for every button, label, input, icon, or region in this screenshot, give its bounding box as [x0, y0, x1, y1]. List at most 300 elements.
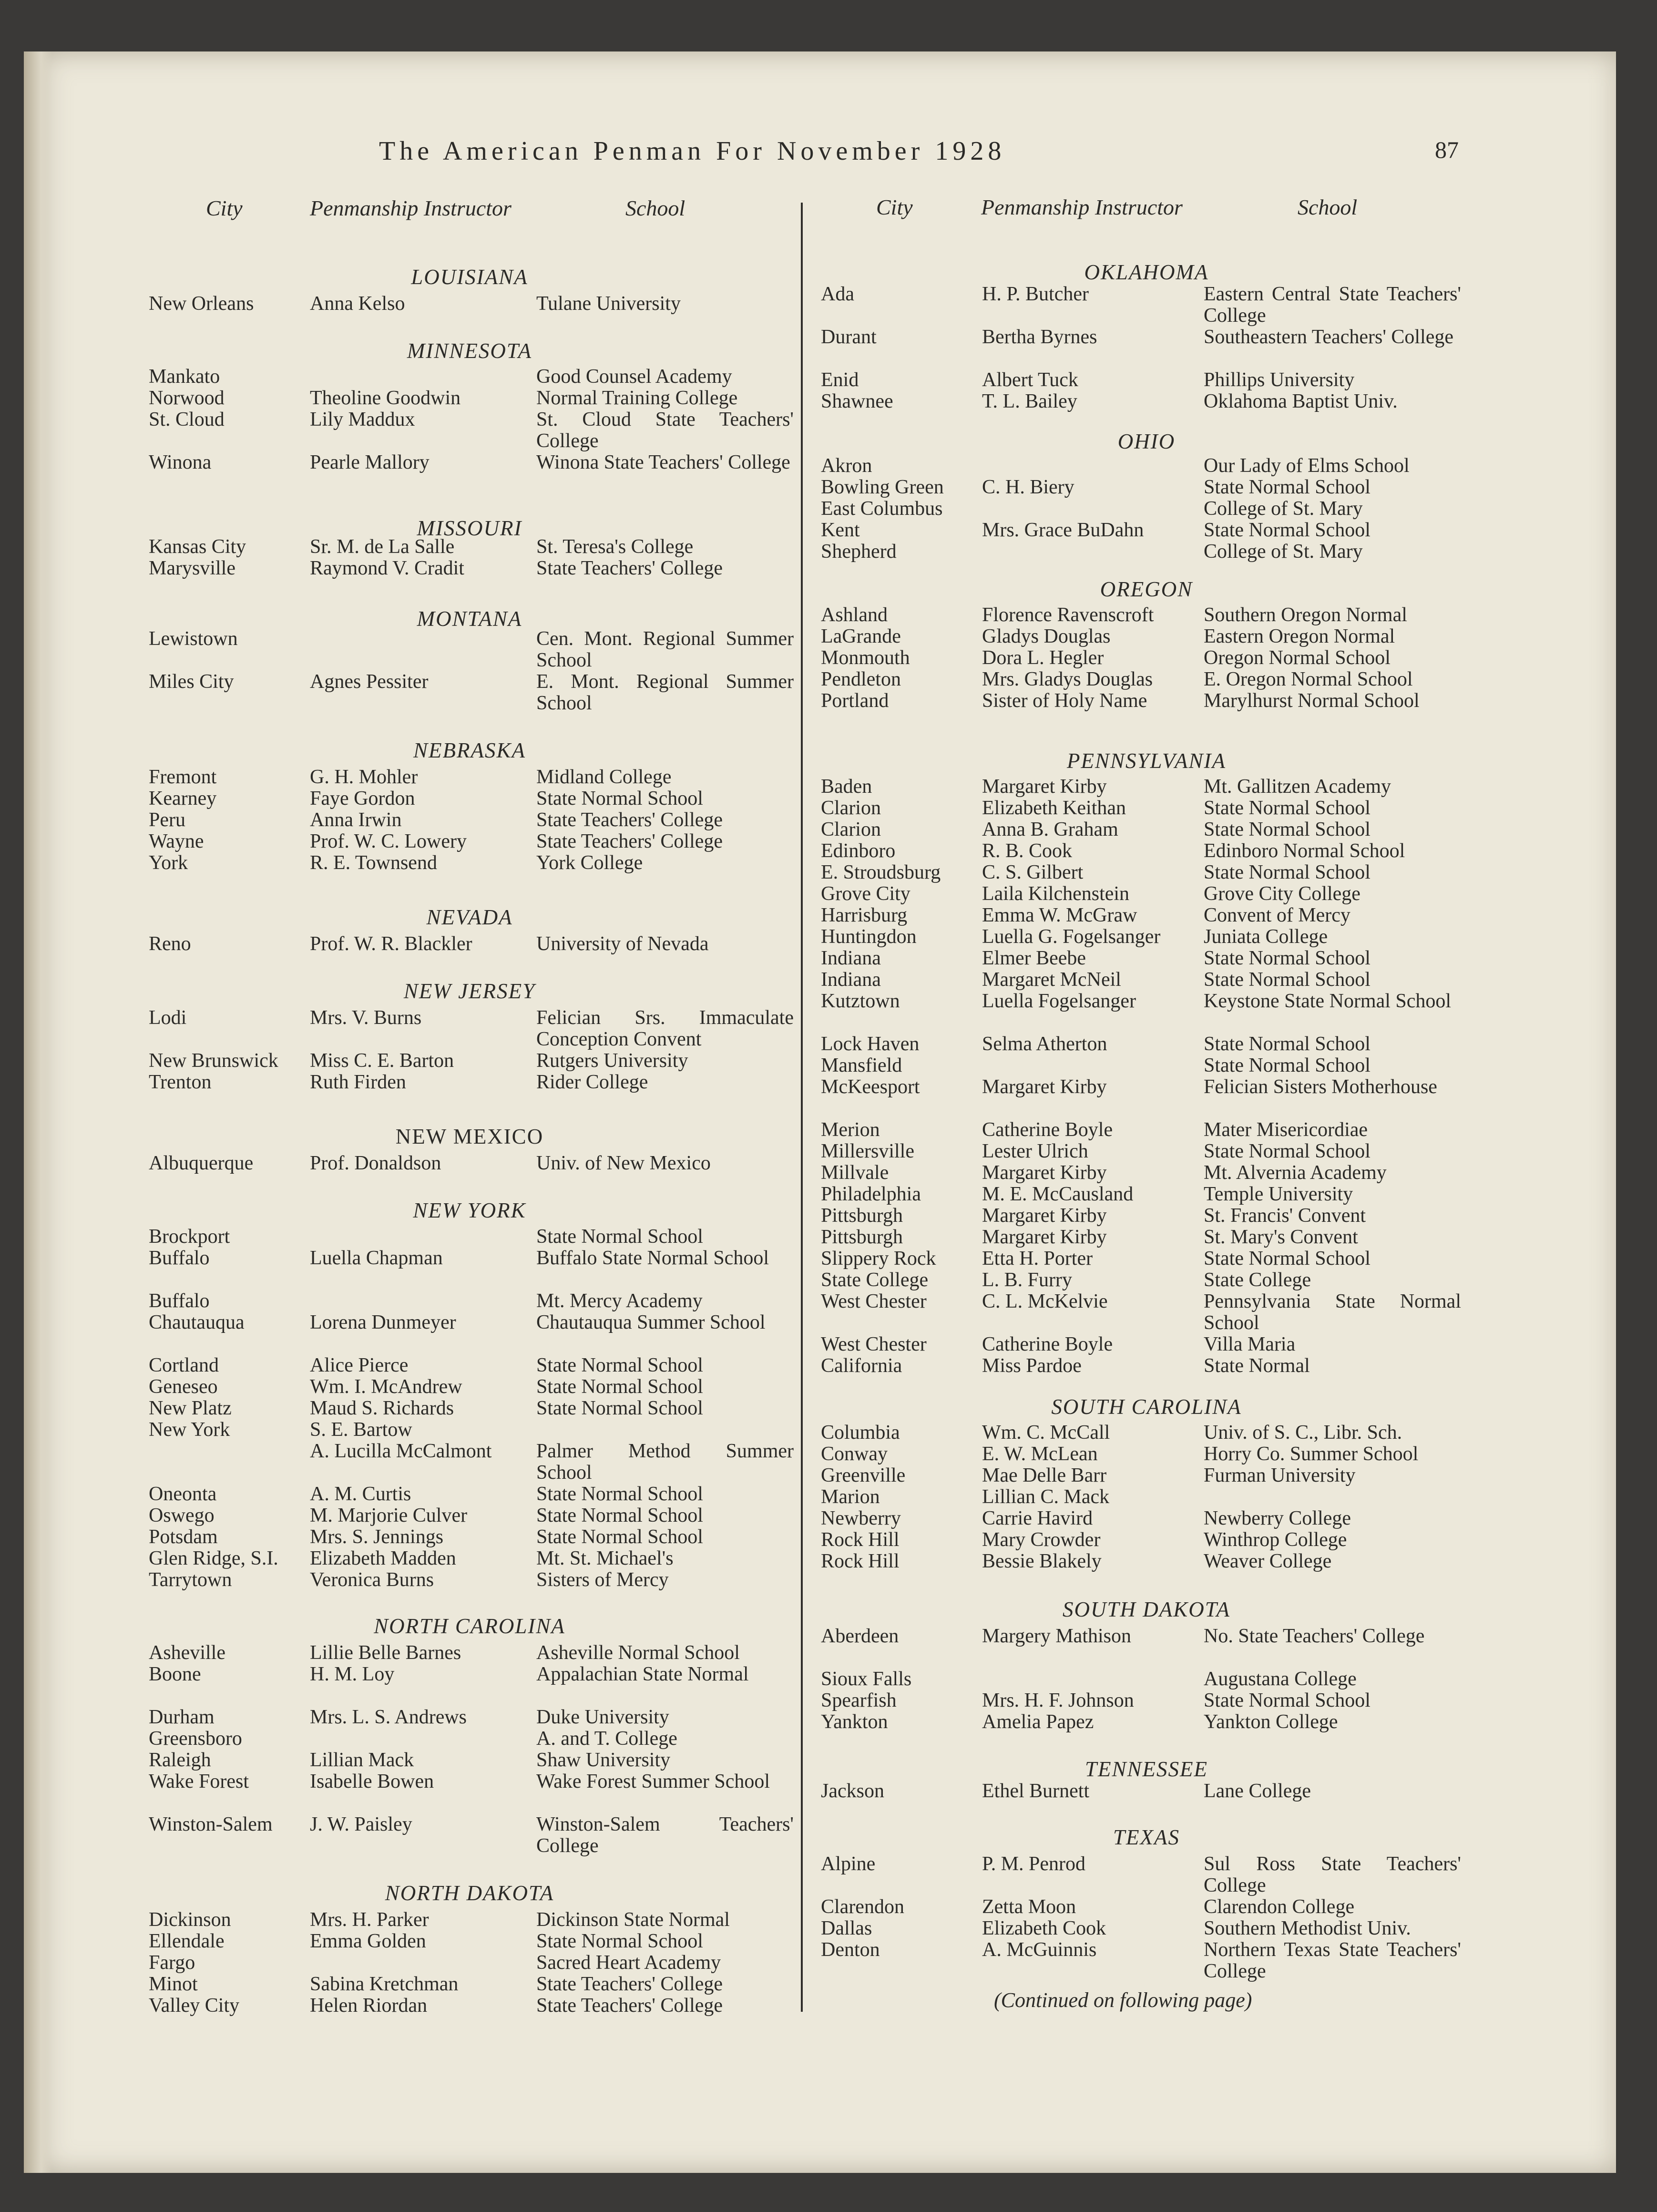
state-heading: NORTH DAKOTA	[385, 1881, 554, 1905]
school-cell: Mater Misericordiae	[1204, 1119, 1368, 1141]
instructor-cell: Zetta Moon	[982, 1896, 1076, 1918]
state-heading: TEXAS	[1113, 1825, 1180, 1849]
instructor-cell: C. H. Biery	[982, 476, 1074, 498]
instructor-cell: Mrs. V. Burns	[310, 1007, 422, 1029]
city-cell: Trenton	[149, 1071, 212, 1093]
instructor-cell: Veronica Burns	[310, 1569, 434, 1591]
school-cell: Dickinson State Normal	[536, 1909, 730, 1931]
instructor-cell: Etta H. Porter	[982, 1248, 1093, 1270]
instructor-cell: Prof. W. C. Lowery	[310, 830, 467, 852]
school-cell: Normal Training College	[536, 387, 738, 409]
school-cell: Wake Forest Summer School	[536, 1771, 770, 1792]
instructor-cell: Elizabeth Cook	[982, 1917, 1106, 1939]
school-cell: Tulane University	[536, 293, 681, 315]
instructor-cell: Anna Irwin	[310, 809, 402, 831]
school-cell: Cen. Mont. Regional Summer School	[536, 628, 794, 671]
instructor-cell: S. E. Bartow	[310, 1419, 412, 1441]
city-cell: Kansas City	[149, 536, 246, 558]
instructor-cell: P. M. Penrod	[982, 1853, 1086, 1875]
school-cell: State Normal School	[1204, 1248, 1371, 1270]
column-header-instructor: Penmanship Instructor	[981, 195, 1183, 219]
instructor-cell: Ethel Burnett	[982, 1780, 1090, 1802]
city-cell: Boone	[149, 1663, 201, 1685]
city-cell: Rock Hill	[821, 1550, 900, 1572]
city-cell: Buffalo	[149, 1247, 210, 1269]
school-cell: Eastern Oregon Normal	[1204, 625, 1395, 647]
school-cell: State Normal School	[536, 1397, 703, 1419]
school-cell: State Normal School	[1204, 819, 1371, 840]
school-cell: Felician Srs. Immaculate Conception Convent	[536, 1007, 794, 1050]
instructor-cell: L. B. Furry	[982, 1269, 1072, 1291]
instructor-cell: Helen Riordan	[310, 1995, 428, 2017]
city-cell: Greensboro	[149, 1728, 242, 1750]
city-cell: McKeesport	[821, 1076, 920, 1098]
school-cell: Good Counsel Academy	[536, 366, 732, 388]
school-cell: St. Cloud State Teachers' College	[536, 409, 794, 452]
school-cell: Winona State Teachers' College	[536, 451, 790, 473]
state-heading: MINNESOTA	[407, 339, 532, 363]
city-cell: St. Cloud	[149, 409, 225, 430]
city-cell: Valley City	[149, 1995, 240, 2017]
city-cell: Clarion	[821, 819, 881, 840]
school-cell: State Normal School	[1204, 1140, 1371, 1162]
instructor-cell: Margaret Kirby	[982, 1076, 1107, 1098]
school-cell: University of Nevada	[536, 933, 709, 955]
instructor-cell: Margaret Kirby	[982, 776, 1107, 798]
instructor-cell: Mrs. L. S. Andrews	[310, 1706, 467, 1728]
city-cell: Pittsburgh	[821, 1205, 903, 1227]
city-cell: Philadelphia	[821, 1183, 921, 1205]
instructor-cell: Mae Delle Barr	[982, 1464, 1107, 1486]
city-cell: Huntingdon	[821, 926, 917, 948]
instructor-cell: Mrs. Gladys Douglas	[982, 668, 1153, 690]
continued-note: (Continued on following page)	[994, 1988, 1252, 2012]
school-cell: State Normal School	[536, 1930, 703, 1952]
instructor-cell: Ruth Firden	[310, 1071, 406, 1093]
instructor-cell: Lillian C. Mack	[982, 1486, 1110, 1508]
school-cell: State Normal School	[536, 1376, 703, 1398]
school-cell: No. State Teachers' College	[1204, 1625, 1425, 1647]
school-cell: Midland College	[536, 766, 672, 788]
instructor-cell: Raymond V. Cradit	[310, 557, 464, 579]
school-cell: Clarendon College	[1204, 1896, 1355, 1918]
state-heading: SOUTH CAROLINA	[1051, 1395, 1242, 1419]
school-cell: Augustana College	[1204, 1668, 1357, 1690]
school-cell: Sul Ross State Teachers' College	[1204, 1853, 1461, 1896]
instructor-cell: Luella G. Fogelsanger	[982, 926, 1161, 948]
instructor-cell: Dora L. Hegler	[982, 647, 1104, 669]
state-heading: TENNESSEE	[1084, 1757, 1208, 1781]
instructor-cell: H. P. Butcher	[982, 283, 1089, 305]
school-cell: State Normal School	[1204, 861, 1371, 883]
instructor-cell: A. McGuinnis	[982, 1939, 1097, 1961]
city-cell: Reno	[149, 933, 191, 955]
city-cell: Clarendon	[821, 1896, 904, 1918]
instructor-cell: Margery Mathison	[982, 1625, 1132, 1647]
city-cell: Cortland	[149, 1354, 219, 1376]
instructor-cell: Margaret Kirby	[982, 1205, 1107, 1227]
instructor-cell: A. Lucilla McCalmont	[310, 1440, 492, 1462]
school-cell: Lane College	[1204, 1780, 1311, 1802]
city-cell: Buffalo	[149, 1290, 210, 1312]
school-cell: State Normal School	[1204, 1690, 1371, 1711]
instructor-cell: J. W. Paisley	[310, 1813, 412, 1835]
instructor-cell: Selma Atherton	[982, 1033, 1107, 1055]
school-cell: Mt. Mercy Academy	[536, 1290, 703, 1312]
city-cell: State College	[821, 1269, 929, 1291]
instructor-cell: Miss Pardoe	[982, 1355, 1082, 1377]
school-cell: Edinboro Normal School	[1204, 840, 1405, 862]
instructor-cell: Isabelle Bowen	[310, 1771, 434, 1792]
instructor-cell: Anna Kelso	[310, 293, 405, 315]
city-cell: West Chester	[821, 1333, 927, 1355]
state-heading: NEVADA	[426, 905, 513, 929]
instructor-cell: C. S. Gilbert	[982, 861, 1084, 883]
instructor-cell: Laila Kilchenstein	[982, 883, 1130, 905]
instructor-cell: Mrs. S. Jennings	[310, 1526, 444, 1548]
city-cell: East Columbus	[821, 498, 943, 520]
school-cell: Mt. Gallitzen Academy	[1204, 776, 1391, 798]
city-cell: Edinboro	[821, 840, 896, 862]
instructor-cell: Margaret McNeil	[982, 969, 1121, 991]
instructor-cell: Sr. M. de La Salle	[310, 536, 455, 558]
school-cell: Yankton College	[1204, 1711, 1338, 1733]
city-cell: Harrisburg	[821, 904, 908, 926]
instructor-cell: Faye Gordon	[310, 788, 415, 809]
city-cell: York	[149, 852, 188, 874]
school-cell: Duke University	[536, 1706, 669, 1728]
instructor-cell: Amelia Papez	[982, 1711, 1094, 1733]
school-cell: State Normal School	[536, 788, 703, 809]
column-divider	[801, 203, 803, 2012]
instructor-cell: Lester Ulrich	[982, 1140, 1088, 1162]
city-cell: Winston-Salem	[149, 1813, 273, 1835]
school-cell: Grove City College	[1204, 883, 1360, 905]
city-cell: Merion	[821, 1119, 880, 1141]
instructor-cell: Prof. W. R. Blackler	[310, 933, 472, 955]
school-cell: Our Lady of Elms School	[1204, 455, 1410, 477]
instructor-cell: Elmer Beebe	[982, 947, 1086, 969]
instructor-cell: Prof. Donaldson	[310, 1152, 441, 1174]
school-cell: Phillips University	[1204, 369, 1355, 391]
state-heading: NEW JERSEY	[403, 979, 536, 1003]
school-cell: Rider College	[536, 1071, 648, 1093]
instructor-cell: Miss C. E. Barton	[310, 1050, 454, 1072]
school-cell: Pennsylvania State Normal School	[1204, 1290, 1461, 1334]
school-cell: Horry Co. Summer School	[1204, 1443, 1419, 1465]
city-cell: Slippery Rock	[821, 1248, 936, 1270]
instructor-cell: M. E. McCausland	[982, 1183, 1134, 1205]
instructor-cell: Alice Pierce	[310, 1354, 409, 1376]
school-cell: Chautauqua Summer School	[536, 1311, 766, 1333]
school-cell: State Normal School	[536, 1526, 703, 1548]
city-cell: Millvale	[821, 1162, 889, 1184]
city-cell: LaGrande	[821, 625, 901, 647]
school-cell: State Normal School	[1204, 519, 1371, 541]
city-cell: Albuquerque	[149, 1152, 254, 1174]
school-cell: St. Teresa's College	[536, 536, 694, 558]
city-cell: California	[821, 1355, 902, 1377]
instructor-cell: Lily Maddux	[310, 409, 415, 430]
school-cell: State Normal School	[1204, 1055, 1371, 1076]
school-cell: Winthrop College	[1204, 1529, 1347, 1551]
school-cell: Newberry College	[1204, 1507, 1351, 1529]
instructor-cell: Margaret Kirby	[982, 1226, 1107, 1248]
city-cell: Conway	[821, 1443, 888, 1465]
state-heading: PENNSYLVANIA	[1066, 749, 1227, 773]
school-cell: Asheville Normal School	[536, 1642, 740, 1664]
city-cell: Kutztown	[821, 990, 900, 1012]
instructor-cell: Lillie Belle Barnes	[310, 1642, 461, 1664]
school-cell: State Teachers' College	[536, 1973, 723, 1995]
city-cell: Greenville	[821, 1464, 906, 1486]
school-cell: Eastern Central State Teachers' College	[1204, 283, 1461, 327]
state-heading: NORTH CAROLINA	[374, 1614, 565, 1638]
instructor-cell: Mrs. H. F. Johnson	[982, 1690, 1134, 1711]
instructor-cell: A. M. Curtis	[310, 1483, 411, 1505]
school-cell: York College	[536, 852, 643, 874]
school-cell: State Teachers' College	[536, 557, 723, 579]
instructor-cell: Mrs. H. Parker	[310, 1909, 429, 1931]
instructor-cell: Bessie Blakely	[982, 1550, 1102, 1572]
school-cell: Buffalo State Normal School	[536, 1247, 769, 1269]
school-cell: A. and T. College	[536, 1728, 677, 1750]
running-header: The American Penman For November 1928	[379, 136, 1006, 166]
school-cell: Sisters of Mercy	[536, 1569, 669, 1591]
instructor-cell: Anna B. Graham	[982, 819, 1118, 840]
instructor-cell: H. M. Loy	[310, 1663, 395, 1685]
city-cell: Lodi	[149, 1007, 187, 1029]
city-cell: Lock Haven	[821, 1033, 920, 1055]
school-cell: State Teachers' College	[536, 1995, 723, 2017]
instructor-cell: R. E. Townsend	[310, 852, 437, 874]
city-cell: Marion	[821, 1486, 880, 1508]
school-cell: State College	[1204, 1269, 1311, 1291]
instructor-cell: Florence Ravenscroft	[982, 604, 1154, 626]
school-cell: Southern Oregon Normal	[1204, 604, 1407, 626]
city-cell: Durant	[821, 326, 877, 348]
instructor-cell: Pearle Mallory	[310, 451, 430, 473]
city-cell: Minot	[149, 1973, 198, 1995]
instructor-cell: Agnes Pessiter	[310, 671, 429, 693]
school-cell: Mt. St. Michael's	[536, 1547, 674, 1569]
instructor-cell: Lillian Mack	[310, 1749, 414, 1771]
school-cell: State Normal School	[536, 1226, 703, 1248]
instructor-cell: G. H. Mohler	[310, 766, 418, 788]
school-cell: Univ. of New Mexico	[536, 1152, 711, 1174]
school-cell: State Normal School	[1204, 969, 1371, 991]
school-cell: E. Mont. Regional Summer School	[536, 671, 794, 714]
column-header-instructor: Penmanship Instructor	[310, 196, 511, 220]
city-cell: West Chester	[821, 1290, 927, 1312]
school-cell: Marylhurst Normal School	[1204, 690, 1420, 712]
city-cell: Newberry	[821, 1507, 901, 1529]
school-cell: Keystone State Normal School	[1204, 990, 1452, 1012]
city-cell: Ellendale	[149, 1930, 225, 1952]
city-cell: Wayne	[149, 830, 204, 852]
city-cell: Asheville	[149, 1642, 225, 1664]
school-cell: Furman University	[1204, 1464, 1356, 1486]
school-cell: Palmer Method Summer School	[536, 1440, 794, 1484]
instructor-cell: Sabina Kretchman	[310, 1973, 459, 1995]
city-cell: Denton	[821, 1939, 880, 1961]
instructor-cell: Maud S. Richards	[310, 1397, 454, 1419]
instructor-cell: Luella Chapman	[310, 1247, 443, 1269]
instructor-cell: R. B. Cook	[982, 840, 1073, 862]
city-cell: Jackson	[821, 1780, 884, 1802]
city-cell: Ada	[821, 283, 854, 305]
city-cell: Winona	[149, 451, 212, 473]
school-cell: Rutgers University	[536, 1050, 688, 1072]
city-cell: Bowling Green	[821, 476, 944, 498]
city-cell: New Platz	[149, 1397, 232, 1419]
school-cell: Univ. of S. C., Libr. Sch.	[1204, 1422, 1402, 1444]
state-heading: NEW YORK	[413, 1198, 526, 1222]
instructor-cell: Wm. C. McCall	[982, 1422, 1110, 1444]
column-header-school: School	[1298, 195, 1358, 219]
city-cell: Brockport	[149, 1226, 230, 1248]
city-cell: Sioux Falls	[821, 1668, 912, 1690]
city-cell: Alpine	[821, 1853, 876, 1875]
school-cell: St. Francis' Convent	[1204, 1205, 1366, 1227]
city-cell: Fargo	[149, 1952, 195, 1974]
school-cell: State Normal School	[536, 1483, 703, 1505]
instructor-cell: Elizabeth Madden	[310, 1547, 456, 1569]
city-cell: Portland	[821, 690, 889, 712]
state-heading: OKLAHOMA	[1084, 260, 1209, 284]
column-header-city: City	[206, 196, 243, 220]
city-cell: Baden	[821, 776, 872, 798]
city-cell: Raleigh	[149, 1749, 211, 1771]
state-heading: SOUTH DAKOTA	[1063, 1598, 1230, 1621]
city-cell: Pittsburgh	[821, 1226, 903, 1248]
school-cell: College of St. Mary	[1204, 498, 1363, 520]
city-cell: Durham	[149, 1706, 215, 1728]
city-cell: Glen Ridge, S.I.	[149, 1547, 278, 1569]
city-cell: Yankton	[821, 1711, 888, 1733]
state-heading: NEBRASKA	[413, 738, 526, 762]
school-cell: St. Mary's Convent	[1204, 1226, 1358, 1248]
instructor-cell: M. Marjorie Culver	[310, 1505, 468, 1526]
city-cell: Dickinson	[149, 1909, 231, 1931]
school-cell: State Normal	[1204, 1355, 1310, 1377]
city-cell: Grove City	[821, 883, 910, 905]
school-cell: Shaw University	[536, 1749, 671, 1771]
city-cell: Spearfish	[821, 1690, 897, 1711]
city-cell: Dallas	[821, 1917, 872, 1939]
instructor-cell: Albert Tuck	[982, 369, 1078, 391]
city-cell: Shepherd	[821, 541, 897, 563]
instructor-cell: Mrs. Grace BuDahn	[982, 519, 1144, 541]
instructor-cell: Catherine Boyle	[982, 1119, 1113, 1141]
school-cell: State Normal School	[1204, 947, 1371, 969]
city-cell: Potsdam	[149, 1526, 218, 1548]
school-cell: Oklahoma Baptist Univ.	[1204, 390, 1398, 412]
school-cell: Southern Methodist Univ.	[1204, 1917, 1411, 1939]
school-cell: State Normal School	[1204, 476, 1371, 498]
column-header-school: School	[625, 196, 685, 220]
instructor-cell: Mary Crowder	[982, 1529, 1101, 1551]
school-cell: Mt. Alvernia Academy	[1204, 1162, 1387, 1184]
city-cell: Pendleton	[821, 668, 901, 690]
state-heading: LOUISIANA	[411, 265, 528, 289]
city-cell: Mankato	[149, 366, 220, 388]
instructor-cell: Luella Fogelsanger	[982, 990, 1136, 1012]
instructor-cell: Catherine Boyle	[982, 1333, 1113, 1355]
school-cell: Temple University	[1204, 1183, 1353, 1205]
city-cell: Marysville	[149, 557, 235, 579]
city-cell: Wake Forest	[149, 1771, 249, 1792]
school-cell: Sacred Heart Academy	[536, 1952, 721, 1974]
state-heading: MONTANA	[417, 607, 522, 631]
instructor-cell: Elizabeth Keithan	[982, 797, 1126, 819]
city-cell: Millersville	[821, 1140, 914, 1162]
school-cell: Felician Sisters Motherhouse	[1204, 1076, 1437, 1098]
school-cell: State Normal School	[1204, 1033, 1371, 1055]
city-cell: Columbia	[821, 1422, 900, 1444]
city-cell: Lewistown	[149, 628, 238, 650]
school-cell: Southeastern Teachers' College	[1204, 326, 1454, 348]
city-cell: New Brunswick	[149, 1050, 278, 1072]
school-cell: State Normal School	[1204, 797, 1371, 819]
school-cell: Weaver College	[1204, 1550, 1332, 1572]
school-cell: State Normal School	[536, 1505, 703, 1526]
city-cell: Rock Hill	[821, 1529, 900, 1551]
school-cell: State Teachers' College	[536, 809, 723, 831]
city-cell: Enid	[821, 369, 859, 391]
city-cell: Akron	[821, 455, 872, 477]
column-header-city: City	[876, 195, 913, 219]
school-cell: E. Oregon Normal School	[1204, 668, 1413, 690]
city-cell: Miles City	[149, 671, 234, 693]
instructor-cell: Wm. I. McAndrew	[310, 1376, 462, 1398]
instructor-cell: T. L. Bailey	[982, 390, 1077, 412]
state-heading: NEW MEXICO	[395, 1125, 544, 1148]
city-cell: Indiana	[821, 969, 881, 991]
instructor-cell: Theoline Goodwin	[310, 387, 461, 409]
instructor-cell: Gladys Douglas	[982, 625, 1111, 647]
city-cell: Fremont	[149, 766, 217, 788]
city-cell: Norwood	[149, 387, 225, 409]
school-cell: Appalachian State Normal	[536, 1663, 749, 1685]
city-cell: Clarion	[821, 797, 881, 819]
city-cell: Kent	[821, 519, 860, 541]
city-cell: Tarrytown	[149, 1569, 232, 1591]
city-cell: Indiana	[821, 947, 881, 969]
school-cell: State Teachers' College	[536, 830, 723, 852]
city-cell: E. Stroudsburg	[821, 861, 941, 883]
instructor-cell: C. L. McKelvie	[982, 1290, 1108, 1312]
city-cell: Oswego	[149, 1505, 215, 1526]
city-cell: Kearney	[149, 788, 217, 809]
state-heading: OREGON	[1100, 577, 1193, 601]
city-cell: Peru	[149, 809, 185, 831]
state-heading: MISSOURI	[417, 516, 522, 540]
school-cell: Winston-Salem Teachers' College	[536, 1813, 794, 1857]
school-cell: Oregon Normal School	[1204, 647, 1391, 669]
city-cell: Mansfield	[821, 1055, 902, 1076]
instructor-cell: Carrie Havird	[982, 1507, 1093, 1529]
school-cell: College of St. Mary	[1204, 541, 1363, 563]
school-cell: Convent of Mercy	[1204, 904, 1350, 926]
school-cell: Northern Texas State Teachers' College	[1204, 1939, 1461, 1982]
city-cell: Ashland	[821, 604, 888, 626]
school-cell: State Normal School	[536, 1354, 703, 1376]
school-cell: Juniata College	[1204, 926, 1328, 948]
instructor-cell: Bertha Byrnes	[982, 326, 1097, 348]
state-heading: OHIO	[1117, 430, 1176, 453]
page-number: 87	[1435, 136, 1459, 163]
